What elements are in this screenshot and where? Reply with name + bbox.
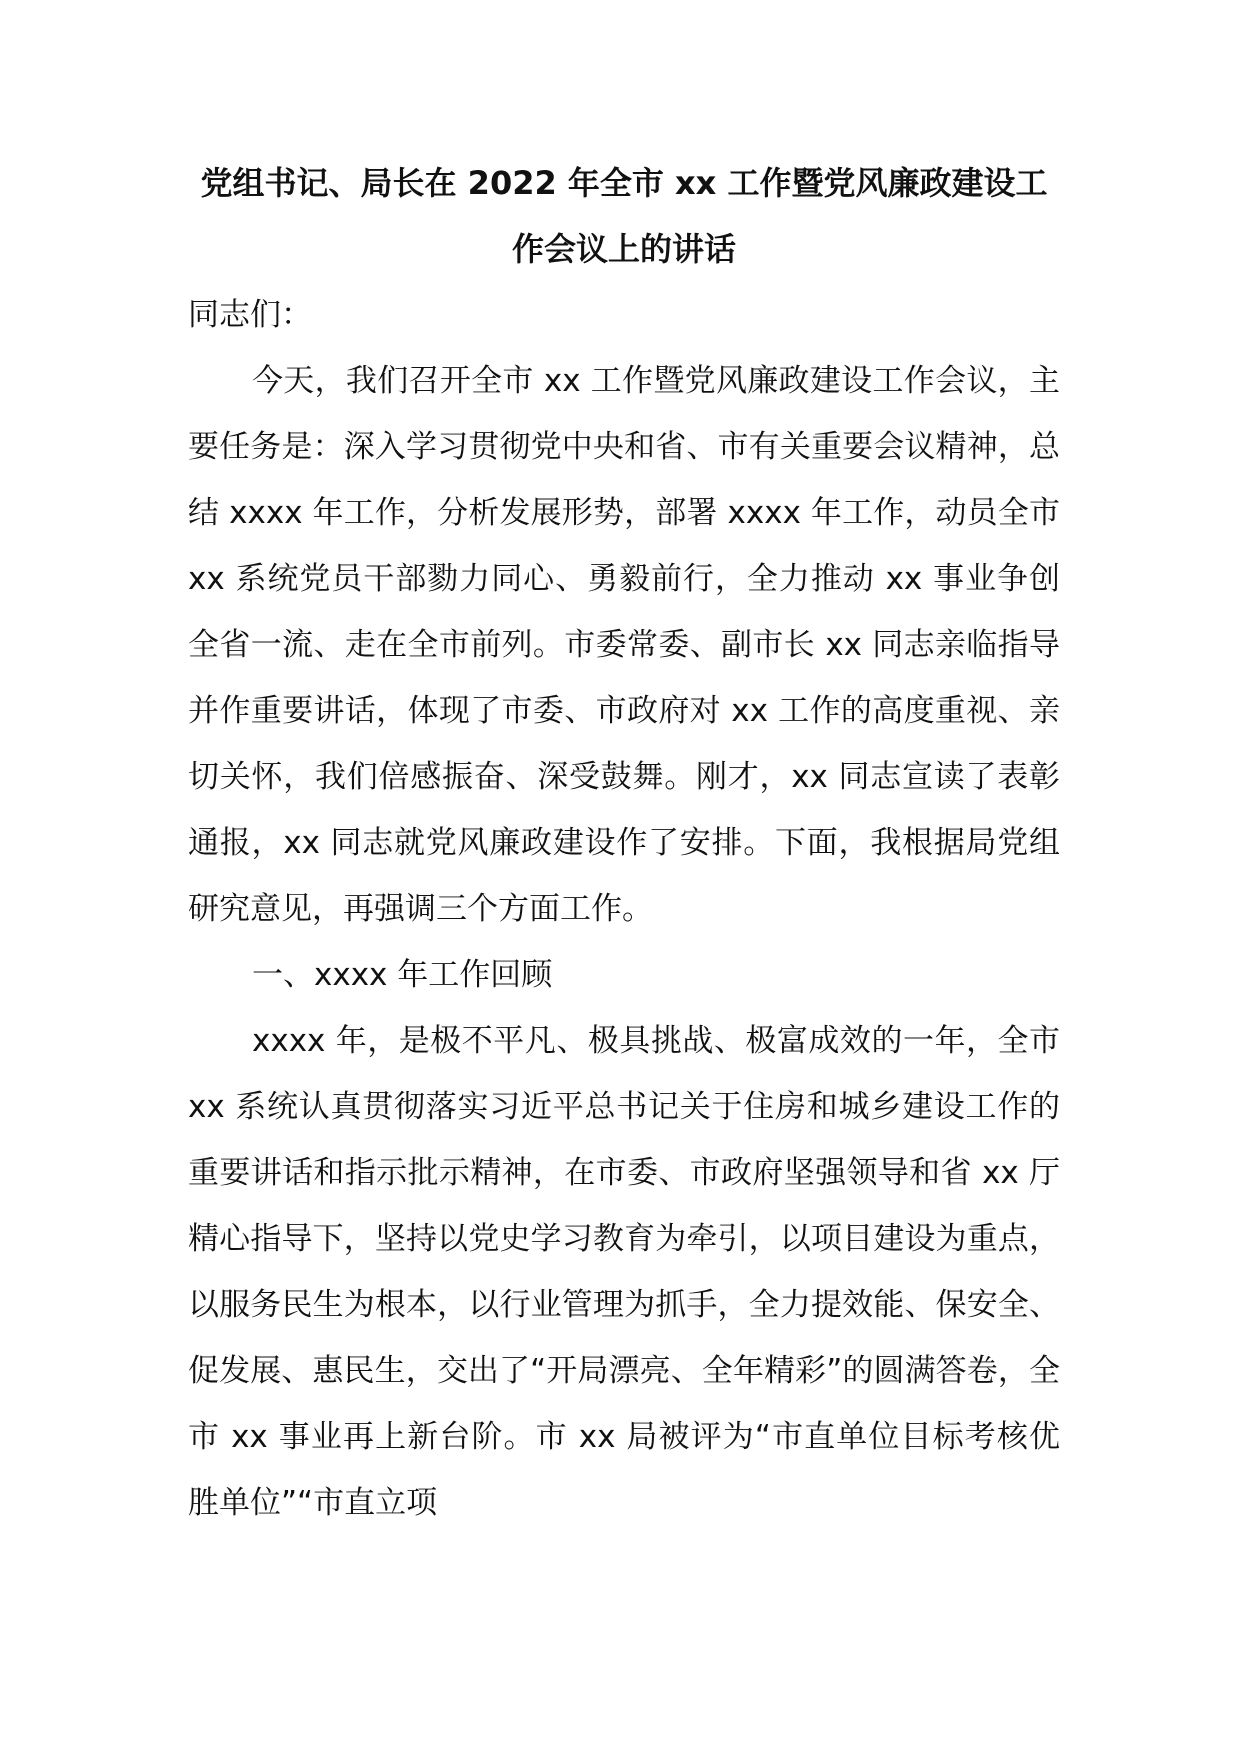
paragraph-review: xxxx 年，是极不平凡、极具挑战、极富成效的一年，全市 xx 系统认真贯彻落实习近平总书记关于住房和城乡建设工作的重要讲话和指示批示精神，在市委、市政府坚强领导和省 xx 厅精心指导下，坚持以党史学习教育为牵引，以项目建设为重点，以服务民生为根本，以行业管理为抓手，全力提效能、保安全、促发展、惠民生，交出了“开局漂亮、全年精彩”的圆满答卷，全市 xx 事业再上新台阶。市 xx 局被评为“市直单位目标考核优胜单位”“市直立项	[188, 1023, 1060, 1521]
salutation: 同志们：	[188, 297, 312, 333]
title-line-1: 党组书记、局长在 2022 年全市 xx 工作暨党风廉政建设工	[200, 164, 1048, 202]
document-title	[188, 150, 1060, 282]
paragraph-opening: 今天，我们召开全市 xx 工作暨党风廉政建设工作会议，主要任务是：深入学习贯彻党中央和省、市有关重要会议精神，总结 xxxx 年工作，分析发展形势，部署 xxxx 年工作，动员全市 xx 系统党员干部勠力同心、勇毅前行，全力推动 xx 事业争创全省一流、走在全市前列。市委常委、副市长 xx 同志亲临指导并作重要讲话，体现了市委、市政府对 xx 工作的高度重视、亲切关怀，我们倍感振奋、深受鼓舞。刚才，xx 同志宣读了表彰通报，xx 同志就党风廉政建设作了安排。下面，我根据局党组研究意见，再强调三个方面工作。	[188, 363, 1060, 927]
title-line-2: 作会议上的讲话	[511, 230, 736, 268]
document-page	[188, 150, 1060, 1536]
section-heading-1: 一、xxxx 年工作回顾	[252, 957, 553, 993]
